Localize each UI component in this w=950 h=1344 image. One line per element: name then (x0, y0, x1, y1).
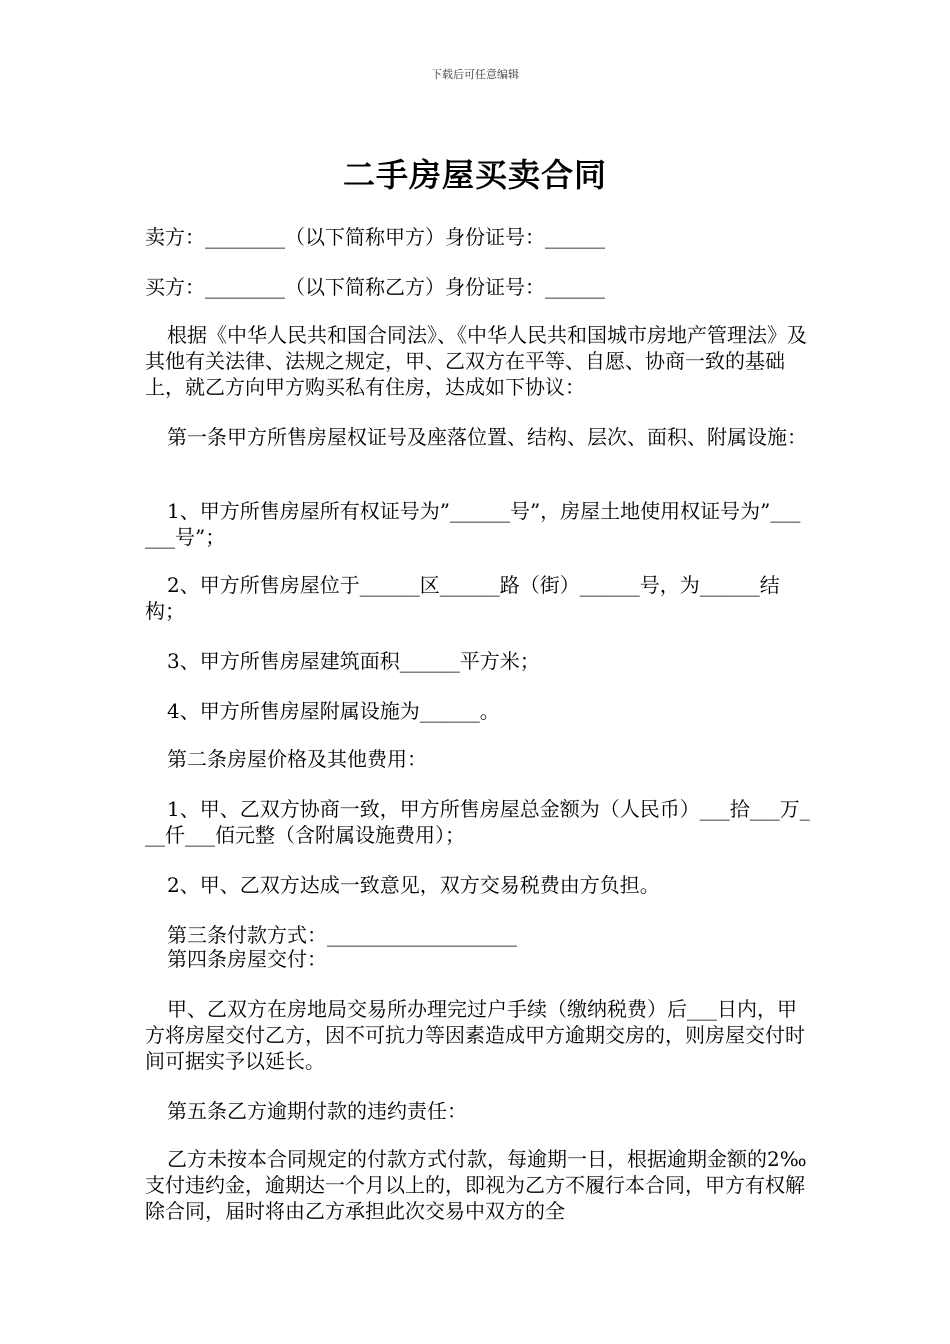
article4-paragraph: 甲、乙双方在房地局交易所办理完过户手续（缴纳税费）后___日内，甲方将房屋交付乙方，因不可抗力等因素造成甲方逾期交房的，则房屋交付时间可据实予以延长。 (145, 997, 805, 1073)
intro-paragraph: 根据《中华人民共和国合同法》、《中华人民共和国城市房地产管理法》及其他有关法律、法规之规定，甲、乙双方在平等、自愿、协商一致的基础上，就乙方向甲方购买私有住房，达成如下协议： (145, 323, 807, 399)
article2-item1: 1、甲、乙双方协商一致，甲方所售房屋总金额为（人民币）___拾___万___仟___佰元整（含附属设施费用）； (145, 797, 810, 847)
article2-title: 第二条房屋价格及其他费用： (167, 747, 427, 771)
header-note: 下载后可任意编辑 (431, 68, 519, 81)
buyer-line: 买方：________（以下简称乙方）身份证号：______ (145, 275, 605, 299)
article2-item2: 2、甲、乙双方达成一致意见，双方交易税费由方负担。 (167, 873, 660, 897)
article1-item4: 4、甲方所售房屋附属设施为______。 (167, 699, 500, 723)
article5-title: 第五条乙方逾期付款的违约责任： (167, 1099, 467, 1123)
article4-title: 第四条房屋交付： (167, 947, 327, 971)
article3-title: 第三条付款方式：___________________ (167, 923, 517, 947)
seller-line: 卖方：________（以下简称甲方）身份证号：______ (145, 225, 605, 249)
contract-title: 二手房屋买卖合同 (342, 156, 607, 194)
article1-title: 第一条甲方所售房屋权证号及座落位置、结构、层次、面积、附属设施： (167, 425, 807, 449)
article5-paragraph: 乙方未按本合同规定的付款方式付款，每逾期一日，根据逾期金额的2‰支付违约金，逾期达一个月以上的，即视为乙方不履行本合同，甲方有权解除合同，届时将由乙方承担此次交易中双方的全 (145, 1147, 807, 1223)
article1-item3: 3、甲方所售房屋建筑面积______平方米； (167, 649, 540, 673)
article1-item2: 2、甲方所售房屋位于______区______路（街）______号，为______结构； (145, 573, 780, 623)
article1-item1: 1、甲方所售房屋所有权证号为”______号”，房屋土地使用权证号为”______号”； (145, 499, 801, 549)
